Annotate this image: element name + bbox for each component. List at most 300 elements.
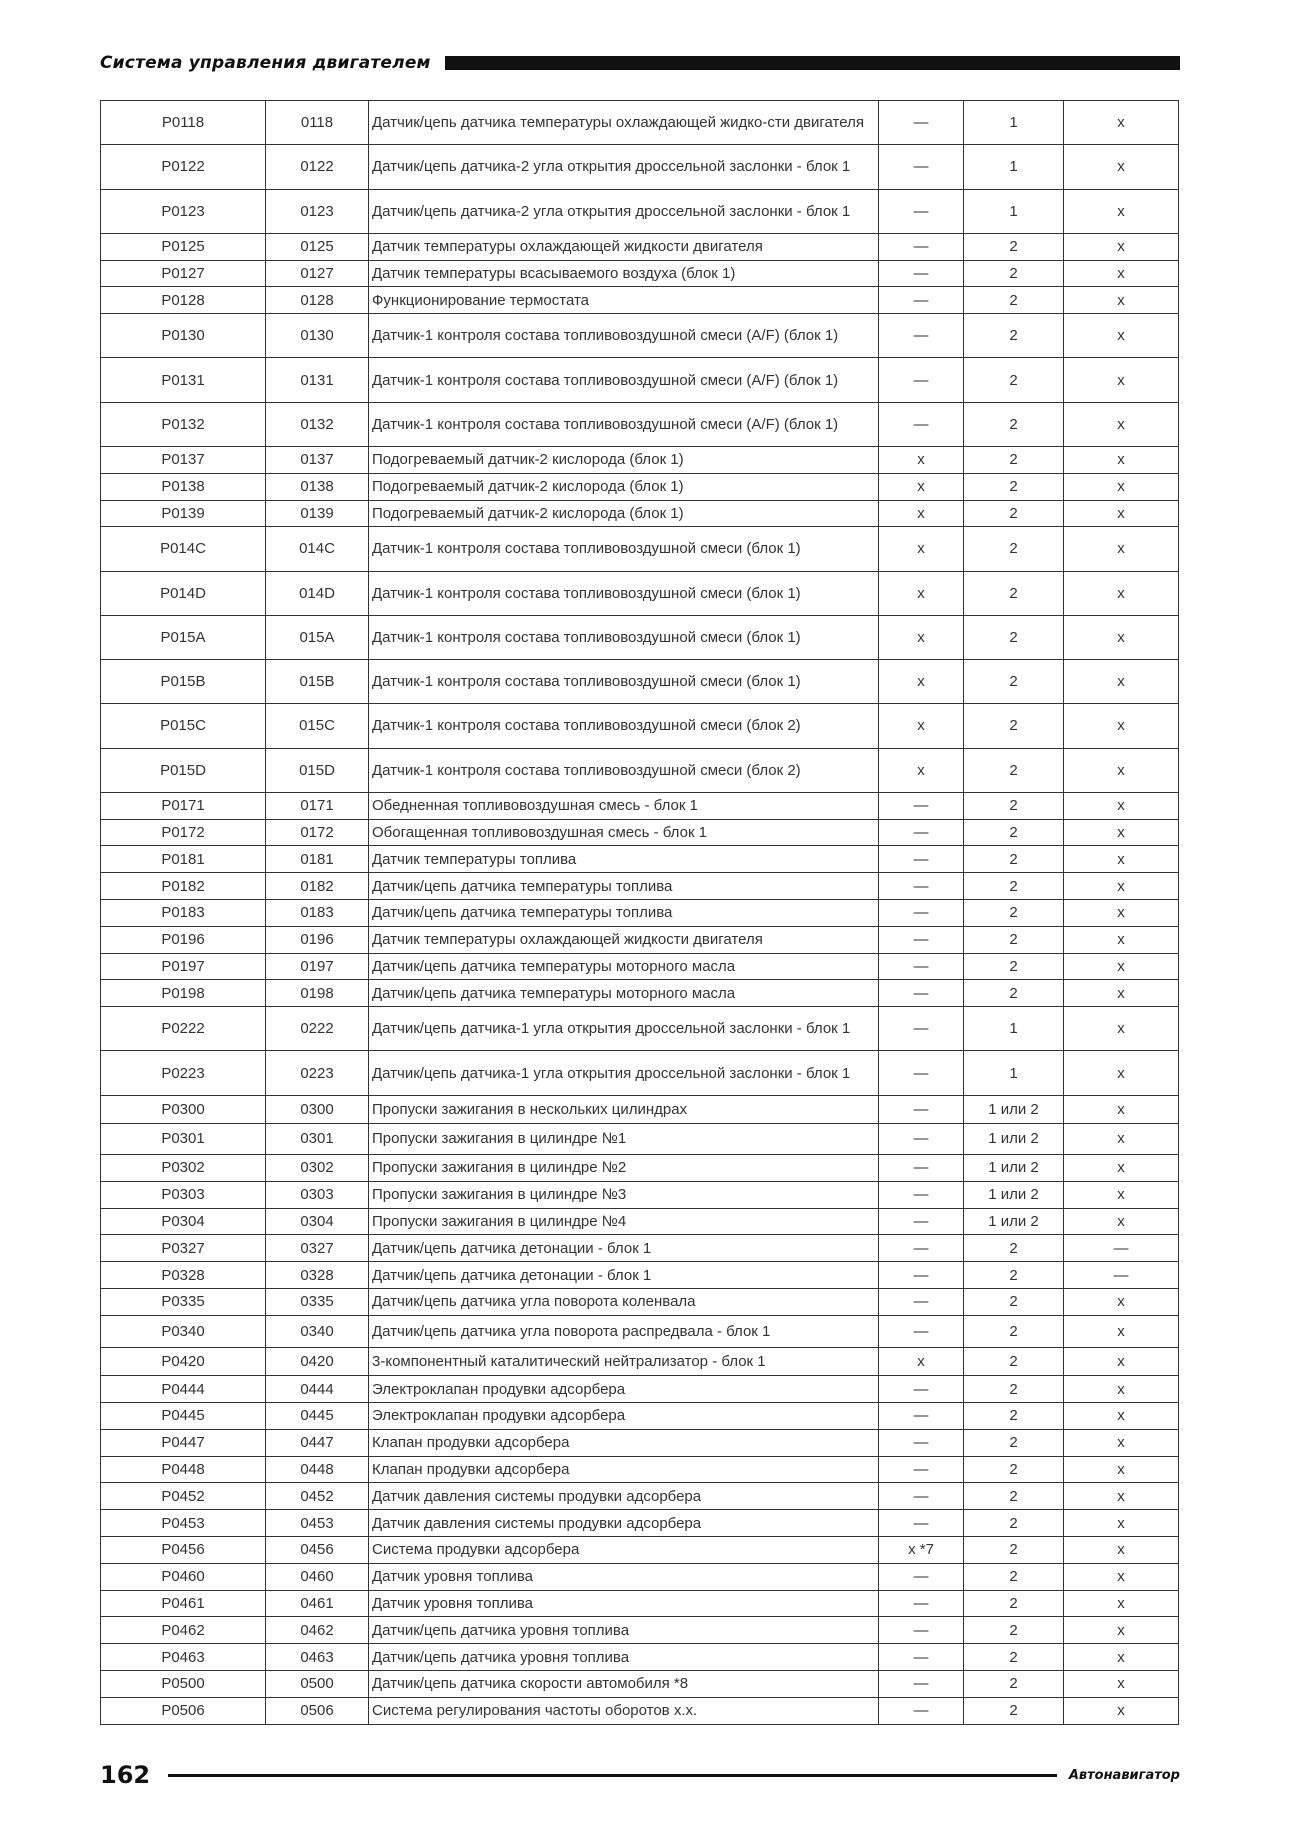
description-cell: Датчик/цепь датчика уровня топлива xyxy=(369,1617,879,1644)
obd-code-cell: P0223 xyxy=(101,1051,266,1095)
col-b-cell: 2 xyxy=(964,1590,1064,1617)
col-a-cell: x xyxy=(879,704,964,748)
col-c-cell: x xyxy=(1064,819,1179,846)
code-cell: 0300 xyxy=(266,1095,369,1123)
col-b-cell: 2 xyxy=(964,473,1064,500)
table-row xyxy=(101,1590,1179,1617)
col-b-cell: 2 xyxy=(964,571,1064,615)
col-c-cell: x xyxy=(1064,1208,1179,1235)
col-b-cell: 1 xyxy=(964,101,1064,145)
code-cell: 0127 xyxy=(266,260,369,287)
obd-code-cell: P0463 xyxy=(101,1644,266,1671)
obd-code-cell: P0448 xyxy=(101,1456,266,1483)
col-c-cell: x xyxy=(1064,189,1179,233)
obd-code-cell: P0197 xyxy=(101,953,266,980)
col-c-cell: x xyxy=(1064,792,1179,819)
col-b-cell: 2 xyxy=(964,1644,1064,1671)
col-c-cell: x xyxy=(1064,1095,1179,1123)
code-cell: 0132 xyxy=(266,402,369,446)
description-cell: Датчик/цепь датчика детонации - блок 1 xyxy=(369,1235,879,1262)
code-cell: 0461 xyxy=(266,1590,369,1617)
page-header xyxy=(100,50,1180,76)
description-cell: Пропуски зажигания в цилиндре №1 xyxy=(369,1123,879,1154)
description-cell: Датчик давления системы продувки адсорбера xyxy=(369,1510,879,1537)
col-c-cell: x xyxy=(1064,1155,1179,1182)
obd-code-cell: P0456 xyxy=(101,1537,266,1564)
col-b-cell: 2 xyxy=(964,233,1064,260)
col-a-cell: x xyxy=(879,527,964,571)
col-b-cell: 2 xyxy=(964,1563,1064,1590)
description-cell: Подогреваемый датчик-2 кислорода (блок 1) xyxy=(369,473,879,500)
table-row xyxy=(101,1315,1179,1348)
col-a-cell: — xyxy=(879,846,964,873)
col-c-cell: x xyxy=(1064,571,1179,615)
col-c-cell: x xyxy=(1064,1403,1179,1430)
code-cell: 0223 xyxy=(266,1051,369,1095)
code-cell: 0196 xyxy=(266,926,369,953)
table-row xyxy=(101,1644,1179,1671)
col-c-cell: x xyxy=(1064,314,1179,358)
obd-code-cell: P0461 xyxy=(101,1590,266,1617)
code-cell: 0302 xyxy=(266,1155,369,1182)
col-b-cell: 2 xyxy=(964,1510,1064,1537)
table-row xyxy=(101,1456,1179,1483)
description-cell: Датчик температуры всасываемого воздуха (блок 1) xyxy=(369,260,879,287)
obd-code-cell: P0462 xyxy=(101,1617,266,1644)
col-b-cell: 2 xyxy=(964,615,1064,659)
col-a-cell: — xyxy=(879,926,964,953)
col-b-cell: 2 xyxy=(964,1670,1064,1697)
code-cell: 0198 xyxy=(266,980,369,1007)
col-c-cell: x xyxy=(1064,402,1179,446)
description-cell: Датчик/цепь датчика угла поворота коленвала xyxy=(369,1288,879,1315)
obd-code-cell: P0131 xyxy=(101,358,266,402)
col-a-cell: — xyxy=(879,1051,964,1095)
col-c-cell: x xyxy=(1064,748,1179,792)
description-cell: Обогащенная топливовоздушная смесь - блок 1 xyxy=(369,819,879,846)
obd-code-cell: P0183 xyxy=(101,900,266,927)
col-c-cell: x xyxy=(1064,615,1179,659)
table-row xyxy=(101,873,1179,900)
obd-code-cell: P015C xyxy=(101,704,266,748)
col-a-cell: — xyxy=(879,873,964,900)
obd-code-cell: P0303 xyxy=(101,1181,266,1208)
table-row xyxy=(101,1537,1179,1564)
table-row xyxy=(101,1376,1179,1403)
code-cell: 0448 xyxy=(266,1456,369,1483)
description-cell: Пропуски зажигания в цилиндре №4 xyxy=(369,1208,879,1235)
col-c-cell: x xyxy=(1064,1670,1179,1697)
table-row xyxy=(101,1007,1179,1051)
code-cell: 0182 xyxy=(266,873,369,900)
code-cell: 014D xyxy=(266,571,369,615)
code-cell: 0181 xyxy=(266,846,369,873)
col-c-cell: x xyxy=(1064,233,1179,260)
col-b-cell: 2 xyxy=(964,1403,1064,1430)
code-cell: 0460 xyxy=(266,1563,369,1590)
col-c-cell: x xyxy=(1064,953,1179,980)
description-cell: Пропуски зажигания в нескольких цилиндрах xyxy=(369,1095,879,1123)
table-row xyxy=(101,1123,1179,1154)
page-footer xyxy=(100,1757,1180,1793)
col-b-cell: 2 xyxy=(964,846,1064,873)
table-row xyxy=(101,358,1179,402)
description-cell: Датчик/цепь датчика детонации - блок 1 xyxy=(369,1262,879,1289)
table-row xyxy=(101,660,1179,704)
col-a-cell: — xyxy=(879,1403,964,1430)
obd-code-cell: P0452 xyxy=(101,1483,266,1510)
description-cell: Пропуски зажигания в цилиндре №3 xyxy=(369,1181,879,1208)
col-c-cell: x xyxy=(1064,446,1179,473)
dtc-table-body xyxy=(101,101,1179,1725)
col-a-cell: — xyxy=(879,1697,964,1724)
code-cell: 0500 xyxy=(266,1670,369,1697)
col-a-cell: x xyxy=(879,446,964,473)
description-cell: Датчик/цепь датчика скорости автомобиля *8 xyxy=(369,1670,879,1697)
table-row xyxy=(101,1288,1179,1315)
description-cell: Датчик уровня топлива xyxy=(369,1590,879,1617)
obd-code-cell: P0181 xyxy=(101,846,266,873)
description-cell: Датчик температуры охлаждающей жидкости двигателя xyxy=(369,233,879,260)
col-a-cell: — xyxy=(879,233,964,260)
col-c-cell: x xyxy=(1064,980,1179,1007)
description-cell: Функционирование термостата xyxy=(369,287,879,314)
obd-code-cell: P0447 xyxy=(101,1429,266,1456)
description-cell: Датчик давления системы продувки адсорбера xyxy=(369,1483,879,1510)
description-cell: Система регулирования частоты оборотов х.х. xyxy=(369,1697,879,1724)
description-cell: Датчик-1 контроля состава топливовоздушной смеси (блок 1) xyxy=(369,527,879,571)
code-cell: 0131 xyxy=(266,358,369,402)
table-row xyxy=(101,1403,1179,1430)
description-cell: Пропуски зажигания в цилиндре №2 xyxy=(369,1155,879,1182)
table-row xyxy=(101,926,1179,953)
col-a-cell: — xyxy=(879,1288,964,1315)
table-row xyxy=(101,101,1179,145)
code-cell: 0462 xyxy=(266,1617,369,1644)
table-row xyxy=(101,792,1179,819)
table-row xyxy=(101,980,1179,1007)
col-b-cell: 2 xyxy=(964,402,1064,446)
obd-code-cell: P0132 xyxy=(101,402,266,446)
code-cell: 0303 xyxy=(266,1181,369,1208)
obd-code-cell: P015D xyxy=(101,748,266,792)
col-b-cell: 2 xyxy=(964,704,1064,748)
col-a-cell: — xyxy=(879,819,964,846)
obd-code-cell: P0506 xyxy=(101,1697,266,1724)
col-b-cell: 1 или 2 xyxy=(964,1123,1064,1154)
col-a-cell: — xyxy=(879,1376,964,1403)
description-cell: Датчик/цепь датчика-1 угла открытия дроссельной заслонки - блок 1 xyxy=(369,1051,879,1095)
code-cell: 0335 xyxy=(266,1288,369,1315)
code-cell: 0456 xyxy=(266,1537,369,1564)
table-row xyxy=(101,1235,1179,1262)
table-row xyxy=(101,1510,1179,1537)
col-a-cell: — xyxy=(879,1429,964,1456)
table-row xyxy=(101,704,1179,748)
col-c-cell: x xyxy=(1064,1181,1179,1208)
code-cell: 0222 xyxy=(266,1007,369,1051)
col-c-cell: x xyxy=(1064,260,1179,287)
code-cell: 0197 xyxy=(266,953,369,980)
description-cell: Подогреваемый датчик-2 кислорода (блок 1) xyxy=(369,446,879,473)
obd-code-cell: P015A xyxy=(101,615,266,659)
code-cell: 0445 xyxy=(266,1403,369,1430)
table-row xyxy=(101,900,1179,927)
table-row xyxy=(101,615,1179,659)
col-b-cell: 2 xyxy=(964,748,1064,792)
col-a-cell: — xyxy=(879,260,964,287)
code-cell: 0444 xyxy=(266,1376,369,1403)
table-row xyxy=(101,846,1179,873)
col-a-cell: — xyxy=(879,980,964,1007)
col-a-cell: — xyxy=(879,1123,964,1154)
col-c-cell: x xyxy=(1064,527,1179,571)
table-row xyxy=(101,1095,1179,1123)
col-b-cell: 1 или 2 xyxy=(964,1155,1064,1182)
table-row xyxy=(101,314,1179,358)
obd-code-cell: P0500 xyxy=(101,1670,266,1697)
code-cell: 015B xyxy=(266,660,369,704)
description-cell: Датчик-1 контроля состава топливовоздушной смеси (блок 2) xyxy=(369,748,879,792)
obd-code-cell: P0300 xyxy=(101,1095,266,1123)
col-c-cell: x xyxy=(1064,1456,1179,1483)
col-c-cell: x xyxy=(1064,846,1179,873)
col-c-cell: x xyxy=(1064,1429,1179,1456)
code-cell: 0123 xyxy=(266,189,369,233)
obd-code-cell: P0125 xyxy=(101,233,266,260)
col-b-cell: 2 xyxy=(964,314,1064,358)
description-cell: Датчик-1 контроля состава топливовоздушной смеси (блок 1) xyxy=(369,660,879,704)
col-c-cell: x xyxy=(1064,358,1179,402)
col-a-cell: x xyxy=(879,615,964,659)
col-a-cell: — xyxy=(879,1670,964,1697)
col-a-cell: — xyxy=(879,287,964,314)
col-c-cell: x xyxy=(1064,873,1179,900)
description-cell: Датчик-1 контроля состава топливовоздушной смеси (A/F) (блок 1) xyxy=(369,358,879,402)
code-cell: 0171 xyxy=(266,792,369,819)
obd-code-cell: P0138 xyxy=(101,473,266,500)
code-cell: 0183 xyxy=(266,900,369,927)
code-cell: 0304 xyxy=(266,1208,369,1235)
obd-code-cell: P0222 xyxy=(101,1007,266,1051)
col-b-cell: 1 или 2 xyxy=(964,1095,1064,1123)
description-cell: Клапан продувки адсорбера xyxy=(369,1429,879,1456)
table-row xyxy=(101,527,1179,571)
col-c-cell: — xyxy=(1064,1262,1179,1289)
obd-code-cell: P015B xyxy=(101,660,266,704)
col-c-cell: x xyxy=(1064,500,1179,527)
obd-code-cell: P0460 xyxy=(101,1563,266,1590)
col-a-cell: — xyxy=(879,1315,964,1348)
table-row xyxy=(101,1262,1179,1289)
col-b-cell: 1 xyxy=(964,145,1064,189)
code-cell: 0139 xyxy=(266,500,369,527)
description-cell: Электроклапан продувки адсорбера xyxy=(369,1403,879,1430)
code-cell: 014C xyxy=(266,527,369,571)
table-row xyxy=(101,446,1179,473)
col-a-cell: — xyxy=(879,1155,964,1182)
col-c-cell: x xyxy=(1064,1537,1179,1564)
obd-code-cell: P0335 xyxy=(101,1288,266,1315)
col-a-cell: x xyxy=(879,660,964,704)
obd-code-cell: P0445 xyxy=(101,1403,266,1430)
col-a-cell: x *7 xyxy=(879,1537,964,1564)
obd-code-cell: P0327 xyxy=(101,1235,266,1262)
description-cell: Подогреваемый датчик-2 кислорода (блок 1) xyxy=(369,500,879,527)
description-cell: Датчик/цепь датчика-2 угла открытия дроссельной заслонки - блок 1 xyxy=(369,189,879,233)
table-row xyxy=(101,1155,1179,1182)
col-a-cell: — xyxy=(879,145,964,189)
code-cell: 0301 xyxy=(266,1123,369,1154)
col-a-cell: x xyxy=(879,473,964,500)
code-cell: 0447 xyxy=(266,1429,369,1456)
col-b-cell: 2 xyxy=(964,873,1064,900)
col-c-cell: x xyxy=(1064,1123,1179,1154)
description-cell: Датчик-1 контроля состава топливовоздушной смеси (A/F) (блок 1) xyxy=(369,402,879,446)
obd-code-cell: P0444 xyxy=(101,1376,266,1403)
code-cell: 0130 xyxy=(266,314,369,358)
page-number: 162 xyxy=(100,1761,151,1789)
col-b-cell: 2 xyxy=(964,953,1064,980)
obd-code-cell: P0198 xyxy=(101,980,266,1007)
code-cell: 0122 xyxy=(266,145,369,189)
col-b-cell: 2 xyxy=(964,660,1064,704)
code-cell: 0452 xyxy=(266,1483,369,1510)
table-row xyxy=(101,473,1179,500)
code-cell: 0463 xyxy=(266,1644,369,1671)
code-cell: 015A xyxy=(266,615,369,659)
col-b-cell: 2 xyxy=(964,980,1064,1007)
description-cell: Датчик уровня топлива xyxy=(369,1563,879,1590)
description-cell: Датчик/цепь датчика температуры топлива xyxy=(369,873,879,900)
obd-code-cell: P0420 xyxy=(101,1348,266,1376)
code-cell: 0506 xyxy=(266,1697,369,1724)
description-cell: Датчик температуры охлаждающей жидкости двигателя xyxy=(369,926,879,953)
col-c-cell: x xyxy=(1064,704,1179,748)
col-b-cell: 2 xyxy=(964,1537,1064,1564)
col-b-cell: 2 xyxy=(964,1315,1064,1348)
table-row xyxy=(101,1483,1179,1510)
code-cell: 015C xyxy=(266,704,369,748)
col-a-cell: x xyxy=(879,500,964,527)
table-row xyxy=(101,1670,1179,1697)
col-a-cell: — xyxy=(879,101,964,145)
col-a-cell: x xyxy=(879,571,964,615)
col-a-cell: — xyxy=(879,189,964,233)
col-a-cell: x xyxy=(879,1348,964,1376)
obd-code-cell: P0130 xyxy=(101,314,266,358)
col-b-cell: 1 xyxy=(964,189,1064,233)
table-row xyxy=(101,819,1179,846)
code-cell: 0172 xyxy=(266,819,369,846)
table-row xyxy=(101,1563,1179,1590)
col-c-cell: x xyxy=(1064,1563,1179,1590)
description-cell: Датчик-1 контроля состава топливовоздушной смеси (A/F) (блок 1) xyxy=(369,314,879,358)
description-cell: Датчик/цепь датчика угла поворота распредвала - блок 1 xyxy=(369,1315,879,1348)
col-b-cell: 2 xyxy=(964,900,1064,927)
obd-code-cell: P0139 xyxy=(101,500,266,527)
obd-code-cell: P0123 xyxy=(101,189,266,233)
obd-code-cell: P0128 xyxy=(101,287,266,314)
col-b-cell: 2 xyxy=(964,287,1064,314)
description-cell: Датчик/цепь датчика температуры охлаждающей жидко-сти двигателя xyxy=(369,101,879,145)
col-b-cell: 2 xyxy=(964,792,1064,819)
table-row xyxy=(101,402,1179,446)
header-bar xyxy=(445,56,1180,70)
col-a-cell: — xyxy=(879,402,964,446)
col-b-cell: 2 xyxy=(964,1483,1064,1510)
code-cell: 0420 xyxy=(266,1348,369,1376)
col-b-cell: 2 xyxy=(964,358,1064,402)
table-row xyxy=(101,260,1179,287)
col-a-cell: — xyxy=(879,358,964,402)
table-row xyxy=(101,189,1179,233)
col-b-cell: 1 или 2 xyxy=(964,1208,1064,1235)
col-b-cell: 2 xyxy=(964,527,1064,571)
col-a-cell: — xyxy=(879,1095,964,1123)
col-b-cell: 1 или 2 xyxy=(964,1181,1064,1208)
col-a-cell: x xyxy=(879,748,964,792)
col-b-cell: 1 xyxy=(964,1007,1064,1051)
col-c-cell: x xyxy=(1064,660,1179,704)
col-b-cell: 2 xyxy=(964,926,1064,953)
code-cell: 0125 xyxy=(266,233,369,260)
col-a-cell: — xyxy=(879,1262,964,1289)
col-c-cell: x xyxy=(1064,1315,1179,1348)
col-c-cell: x xyxy=(1064,287,1179,314)
col-c-cell: x xyxy=(1064,1007,1179,1051)
col-b-cell: 2 xyxy=(964,1288,1064,1315)
col-c-cell: x xyxy=(1064,900,1179,927)
code-cell: 0118 xyxy=(266,101,369,145)
section-title: Система управления двигателем xyxy=(100,53,431,73)
table-row xyxy=(101,233,1179,260)
col-c-cell: x xyxy=(1064,1376,1179,1403)
col-a-cell: — xyxy=(879,1590,964,1617)
col-a-cell: — xyxy=(879,314,964,358)
table-row xyxy=(101,1348,1179,1376)
table-row xyxy=(101,748,1179,792)
description-cell: Датчик-1 контроля состава топливовоздушной смеси (блок 2) xyxy=(369,704,879,748)
publisher-name: Автонавигатор xyxy=(1068,1767,1180,1783)
code-cell: 0340 xyxy=(266,1315,369,1348)
col-c-cell: x xyxy=(1064,926,1179,953)
col-b-cell: 2 xyxy=(964,260,1064,287)
description-cell: Обедненная топливовоздушная смесь - блок 1 xyxy=(369,792,879,819)
col-c-cell: x xyxy=(1064,1590,1179,1617)
col-b-cell: 2 xyxy=(964,1376,1064,1403)
description-cell: Датчик/цепь датчика температуры моторного масла xyxy=(369,980,879,1007)
col-b-cell: 2 xyxy=(964,819,1064,846)
code-cell: 0328 xyxy=(266,1262,369,1289)
footer-line xyxy=(168,1774,1057,1777)
obd-code-cell: P0196 xyxy=(101,926,266,953)
col-b-cell: 2 xyxy=(964,446,1064,473)
col-b-cell: 2 xyxy=(964,1456,1064,1483)
col-b-cell: 1 xyxy=(964,1051,1064,1095)
description-cell: Датчик/цепь датчика-1 угла открытия дроссельной заслонки - блок 1 xyxy=(369,1007,879,1051)
col-a-cell: — xyxy=(879,1007,964,1051)
obd-code-cell: P0340 xyxy=(101,1315,266,1348)
col-a-cell: — xyxy=(879,1563,964,1590)
col-a-cell: — xyxy=(879,792,964,819)
table-row xyxy=(101,500,1179,527)
col-c-cell: x xyxy=(1064,1697,1179,1724)
col-b-cell: 2 xyxy=(964,1235,1064,1262)
obd-code-cell: P0301 xyxy=(101,1123,266,1154)
code-cell: 0327 xyxy=(266,1235,369,1262)
description-cell: Датчик-1 контроля состава топливовоздушной смеси (блок 1) xyxy=(369,615,879,659)
